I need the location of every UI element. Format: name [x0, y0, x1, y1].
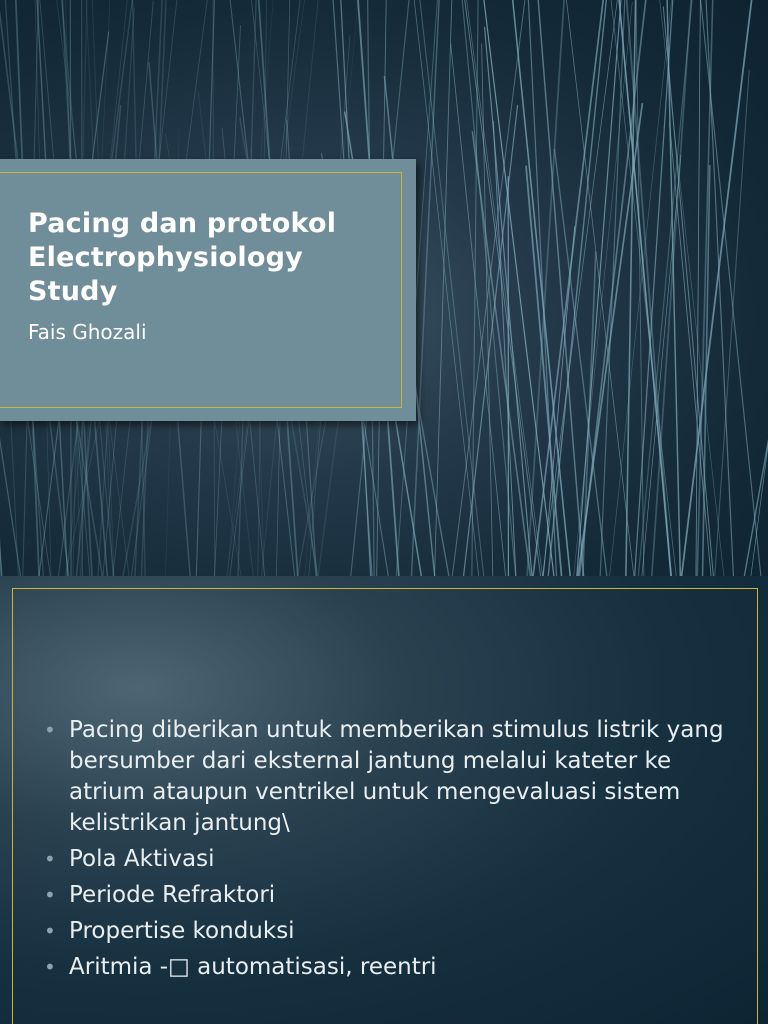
title-line: Electrophysiology — [28, 242, 303, 273]
bullet-dot-icon: • — [44, 718, 56, 742]
content-slide — [0, 576, 768, 1024]
bullet-item — [44, 916, 734, 947]
decor-line — [434, 0, 452, 576]
decor-line — [413, 0, 479, 576]
bullet-item — [44, 880, 734, 911]
bullet-text: Pacing diberikan untuk memberikan stimulus listrik yang bersumber dari eksternal jantung melalui kateter ke atrium ataupun ventrikel untuk mengevaluasi sistem kelistrikan jantung\ — [69, 717, 724, 836]
bullet-dot-icon: • — [44, 919, 56, 943]
bullet-item — [44, 952, 734, 983]
decor-line — [652, 0, 692, 576]
title-line: Pacing dan protokol — [28, 208, 337, 239]
decor-line — [577, 0, 622, 576]
bullet-item — [44, 715, 734, 839]
decor-line — [452, 0, 526, 576]
decor-line — [472, 131, 531, 576]
bullet-item — [44, 844, 734, 875]
bullet-text: Propertise konduksi — [69, 918, 295, 944]
bullet-dot-icon: • — [44, 883, 56, 907]
decor-line — [715, 70, 750, 576]
decor-line — [472, 0, 478, 576]
decor-line — [512, 0, 571, 576]
title-line: Study — [28, 276, 118, 307]
bullet-text: Aritmia -□ automatisasi, reentri — [69, 954, 437, 980]
bullet-dot-icon: • — [44, 847, 56, 871]
bullet-list — [44, 715, 734, 988]
title-card — [0, 159, 416, 421]
bullet-text: Pola Aktivasi — [69, 846, 215, 872]
decor-line — [626, 0, 671, 576]
decor-line — [744, 194, 768, 576]
bullet-dot-icon: • — [44, 955, 56, 979]
decor-line — [700, 0, 762, 576]
slide-title — [28, 207, 398, 309]
slide-subtitle: Fais Ghozali — [28, 320, 147, 344]
decor-line — [451, 44, 506, 576]
bullet-text: Periode Refraktori — [69, 882, 276, 908]
